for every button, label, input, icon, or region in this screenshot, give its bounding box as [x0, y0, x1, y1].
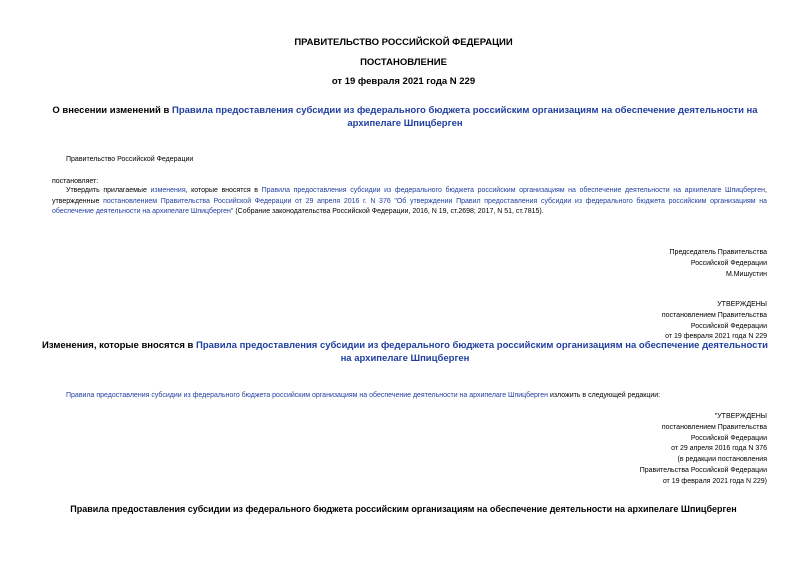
approved1-line-4: от 19 февраля 2021 года N 229	[665, 333, 767, 341]
signature-block	[670, 248, 767, 280]
changes-body	[66, 391, 660, 402]
changes-body-suffix: изложить в следующей редакции:	[548, 392, 661, 399]
approved1-line-1: УТВЕРЖДЕНЫ	[717, 301, 767, 308]
approved2-line-3: Российской Федерации	[690, 434, 767, 442]
p1-text-a: Утвердить прилагаемые	[66, 187, 151, 194]
changes-title-prefix: Изменения, которые вносятся в	[42, 340, 197, 351]
approved2-line-2: постановлением Правительства	[661, 423, 767, 431]
changes-link[interactable]: изменения	[150, 187, 186, 194]
approved2-line-4: от 29 апреля 2016 года N 376	[671, 445, 767, 453]
changes-title-rules-link[interactable]: Правила предоставления субсидии из федерального бюджета российским организациям на обеспечение деятельности на архипелаге Шпицберген	[196, 340, 768, 364]
issuer-text: Правительство Российской Федерации	[66, 156, 194, 163]
decides-text: постановляет:	[52, 178, 99, 185]
approved1-line-3: Российской Федерации	[690, 322, 767, 330]
approved-block-1	[662, 300, 767, 343]
approved2-line-6: Правительства Российской Федерации	[639, 466, 767, 474]
p1-text-b: , которые вносятся в	[185, 187, 262, 194]
title-prefix: О внесении изменений в	[52, 105, 172, 116]
changes-body-rules-link[interactable]: Правила предоставления субсидии из федерального бюджета российским организациям на обеспечение деятельности на архипелаге Шпицберген	[66, 392, 549, 399]
document-type: ПОСТАНОВЛЕНИЕ	[360, 57, 447, 68]
approved-block-2	[640, 412, 767, 488]
p1-text-d: (Собрание законодательства Российской Федерации, 2016, N 19, ст.2698; 2017, N 51, ст.7815).	[233, 208, 544, 215]
approved2-line-7: от 19 февраля 2021 года N 229)	[662, 477, 767, 485]
rules-link[interactable]: Правила предоставления субсидии из федерального бюджета российским организациям на обеспечение деятельности на архипелаге Шпицберген	[261, 187, 766, 194]
signature-name: М.Мишустин	[725, 270, 767, 278]
government-heading: ПРАВИТЕЛЬСТВО РОССИЙСКОЙ ФЕДЕРАЦИИ	[294, 37, 513, 48]
title-rules-link[interactable]: Правила предоставления субсидии из федерального бюджета российским организациям на обеспечение деятельности на архипелаге Шпицберген	[171, 105, 758, 129]
signature-line-1: Председатель Правительства	[669, 249, 767, 256]
approved1-line-2: постановлением Правительства	[661, 311, 767, 319]
document-date-number: от 19 февраля 2021 года N 229	[331, 76, 476, 87]
signature-line-2: Российской Федерации	[690, 259, 767, 267]
rules-title: Правила предоставления субсидии из федерального бюджета российским организациям на обеспечение деятельности на архипелаге Шпицберген	[70, 504, 737, 514]
approved2-line-1: "УТВЕРЖДЕНЫ	[714, 413, 767, 420]
p1-text-c: , утвержденные	[52, 187, 767, 205]
resolution-paragraph	[52, 186, 767, 218]
changes-title	[40, 340, 770, 365]
document-title	[30, 105, 780, 130]
decree-376-link[interactable]: постановлением Правительства Российской Федерации от 29 апреля 2016 г. N 376 "Об утверждении Правил предоставления субсидии из федерального бюджета российским организациям на обеспечение деятельности на архипелаге Шпицберген"	[52, 197, 767, 215]
approved2-line-5: (в редакции постановления	[677, 456, 767, 464]
